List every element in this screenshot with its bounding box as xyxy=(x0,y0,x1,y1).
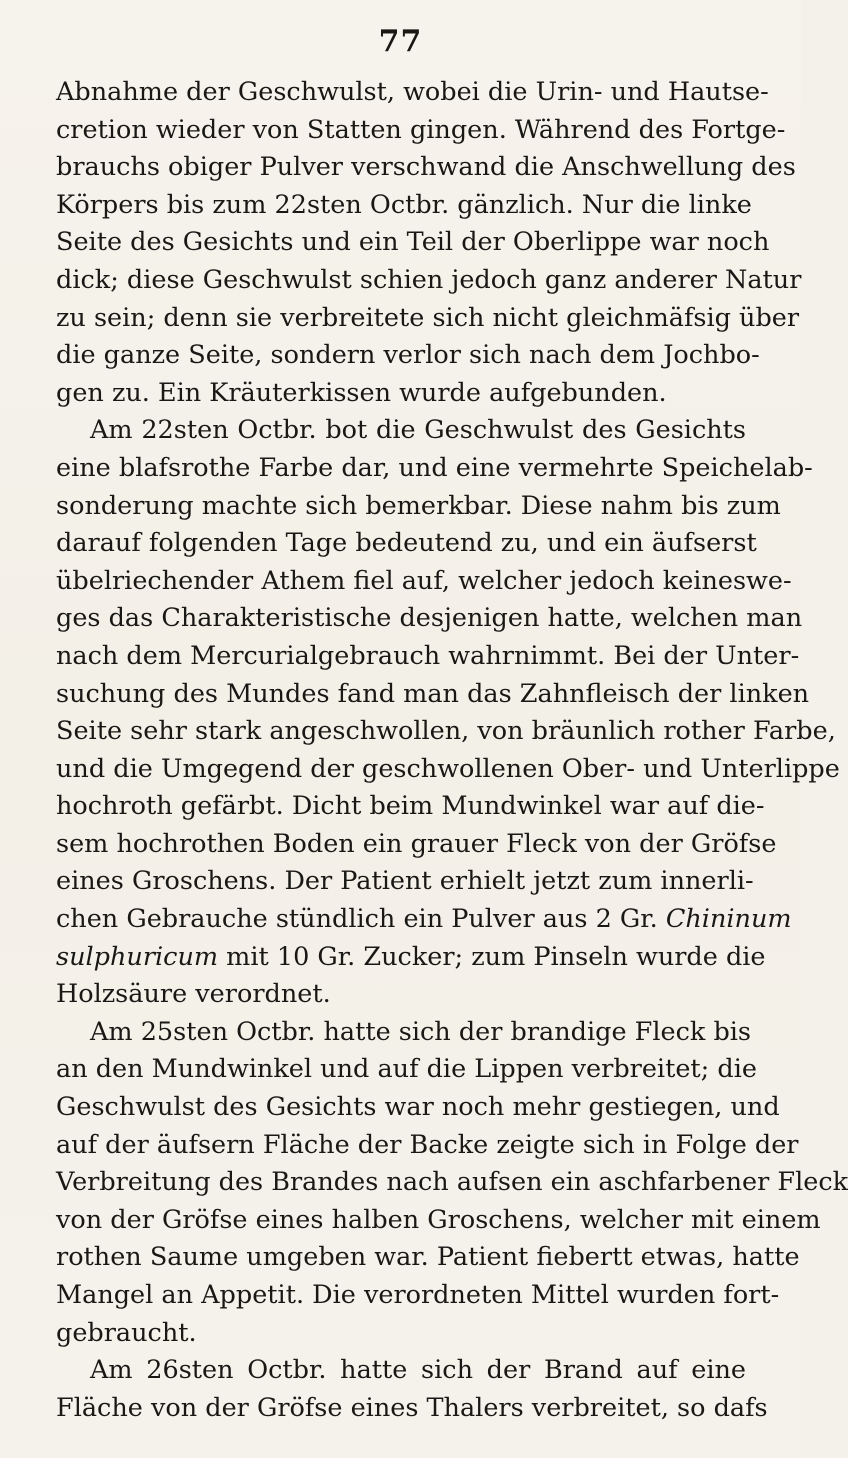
text-line: Geschwulst des Gesichts war noch mehr gestiegen, und xyxy=(56,1092,780,1123)
italic-term: Chininum xyxy=(665,904,792,935)
text-line: cretion wieder von Statten gingen. Während des Fortge- xyxy=(56,114,786,145)
text-line: brauchs obiger Pulver verschwand die Anschwellung des xyxy=(56,152,796,183)
text-line: zu sein; denn sie verbreitete sich nicht gleichmäfsig über xyxy=(56,302,800,333)
text-line: dick; diese Geschwulst schien jedoch ganz anderer Natur xyxy=(56,264,802,295)
page-number: 77 xyxy=(378,24,423,59)
text-line: gen zu. Ein Kräuterkissen wurde aufgebunden. xyxy=(56,377,667,408)
body-text xyxy=(56,74,848,1427)
text-segment: mit 10 Gr. Zucker; zum Pinseln wurde die xyxy=(218,941,766,972)
text-line: und die Umgegend der geschwollenen Ober- und Unterlippe xyxy=(56,753,840,784)
text-segment: chen Gebrauche stündlich ein Pulver aus 2 Gr. xyxy=(56,904,666,935)
text-line: Seite des Gesichts und ein Teil der Oberlippe war noch xyxy=(56,227,770,258)
text-line: darauf folgenden Tage bedeutend zu, und ein äufserst xyxy=(56,528,757,559)
text-line: Holzsäure verordnet. xyxy=(56,979,331,1010)
text-line: Verbreitung des Brandes nach aufsen ein aschfarbener Fleck xyxy=(56,1167,848,1198)
text-line: sonderung machte sich bemerkbar. Diese nahm bis zum xyxy=(56,490,781,521)
text-line: Fläche von der Gröfse eines Thalers verbreitet, so dafs xyxy=(56,1392,768,1423)
text-line: Körpers bis zum 22sten Octbr. gänzlich. Nur die linke xyxy=(56,189,752,220)
text-line: Am 26sten Octbr. hatte sich der Brand auf eine xyxy=(90,1355,746,1386)
text-line: eines Groschens. Der Patient erhielt jetzt zum innerli- xyxy=(56,866,754,897)
text-line: nach dem Mercurialgebrauch wahrnimmt. Bei der Unter- xyxy=(56,640,800,671)
text-line: eine blafsrothe Farbe dar, und eine vermehrte Speichelab- xyxy=(56,452,813,483)
text-line: Am 25sten Octbr. hatte sich der brandige Fleck bis xyxy=(90,1016,752,1047)
italic-term: sulphuricum xyxy=(56,941,219,972)
text-line: rothen Saume umgeben war. Patient fiebertt etwas, hatte xyxy=(56,1242,800,1273)
text-line xyxy=(56,901,792,939)
text-line: Seite sehr stark angeschwollen, von bräunlich rother Farbe, xyxy=(56,716,836,747)
text-line: von der Gröfse eines halben Groschens, welcher mit einem xyxy=(56,1204,821,1235)
text-line: hochroth gefärbt. Dicht beim Mundwinkel war auf die- xyxy=(56,791,765,822)
text-line: suchung des Mundes fand man das Zahnfleisch der linken xyxy=(56,678,810,709)
text-line: auf der äufsern Fläche der Backe zeigte sich in Folge der xyxy=(56,1129,799,1160)
text-line: übelriechender Athem fiel auf, welcher jedoch keineswe- xyxy=(56,565,792,596)
text-line: sem hochrothen Boden ein grauer Fleck von der Gröfse xyxy=(56,828,777,859)
text-line: Am 22sten Octbr. bot die Geschwulst des Gesichts xyxy=(90,415,746,446)
text-line: ges das Charakteristische desjenigen hatte, welchen man xyxy=(56,603,803,634)
text-line: die ganze Seite, sondern verlor sich nach dem Jochbo- xyxy=(56,340,760,371)
text-line: Abnahme der Geschwulst, wobei die Urin- und Hautse- xyxy=(56,77,769,107)
text-line xyxy=(56,939,766,977)
text-line: an den Mundwinkel und auf die Lippen verbreitet; die xyxy=(56,1054,757,1085)
text-line: gebraucht. xyxy=(56,1317,197,1348)
text-line: Mangel an Appetit. Die verordneten Mittel wurden fort- xyxy=(56,1280,780,1310)
